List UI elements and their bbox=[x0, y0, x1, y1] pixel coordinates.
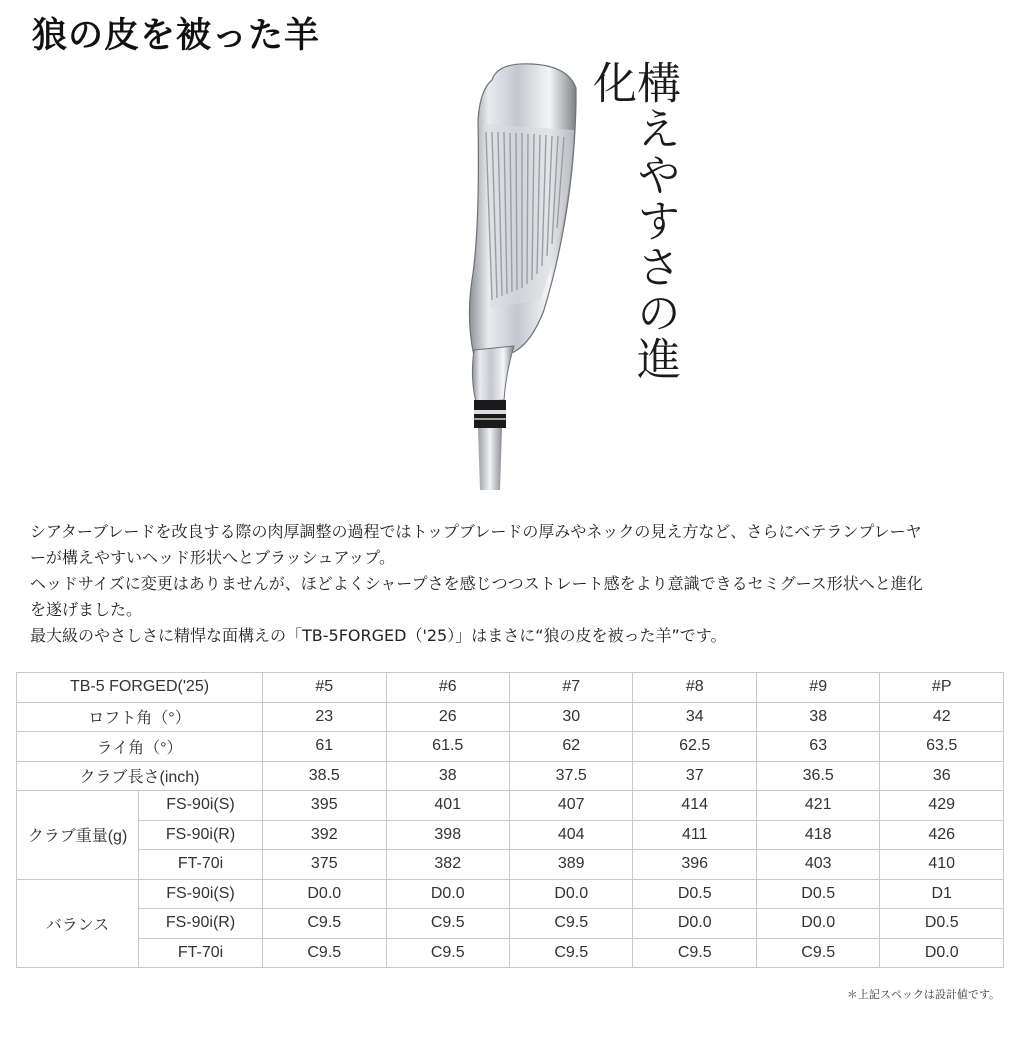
table-cell: 389 bbox=[509, 850, 632, 880]
table-cell: 30 bbox=[509, 702, 632, 732]
table-row-balance bbox=[17, 879, 1004, 909]
table-cell: 421 bbox=[756, 791, 879, 821]
row-label: ライ角（°） bbox=[17, 732, 263, 762]
shaft-name: FT-70i bbox=[139, 850, 263, 880]
table-cell: 61.5 bbox=[386, 732, 509, 762]
table-cell: 395 bbox=[263, 791, 386, 821]
table-cell: 38 bbox=[386, 761, 509, 791]
table-cell: 429 bbox=[880, 791, 1004, 821]
row-group-label: バランス bbox=[17, 879, 139, 968]
table-cell: 23 bbox=[263, 702, 386, 732]
shaft-name: FS-90i(S) bbox=[139, 791, 263, 821]
table-row-weight bbox=[17, 850, 1004, 880]
table-cell: 403 bbox=[756, 850, 879, 880]
table-row-weight bbox=[17, 791, 1004, 821]
table-cell: D0.5 bbox=[756, 879, 879, 909]
table-cell: 62 bbox=[509, 732, 632, 762]
table-cell: D0.0 bbox=[386, 879, 509, 909]
footnote: ＊上記スペックは設計値です。 bbox=[846, 988, 1000, 1001]
table-cell: 63 bbox=[756, 732, 879, 762]
table-cell: 407 bbox=[509, 791, 632, 821]
table-cell: D1 bbox=[880, 879, 1004, 909]
description-line: 最大級のやさしさに精悍な面構えの「TB-5FORGED（'25）」はまさに“狼の皮を被った羊”です。 bbox=[30, 626, 727, 645]
row-label: クラブ長さ(inch) bbox=[17, 761, 263, 791]
table-cell: 26 bbox=[386, 702, 509, 732]
table-cell: 392 bbox=[263, 820, 386, 850]
table-cell: 375 bbox=[263, 850, 386, 880]
table-cell: C9.5 bbox=[263, 909, 386, 939]
iron-club-head-image bbox=[440, 60, 610, 490]
page-title: 狼の皮を被った羊 bbox=[32, 16, 321, 56]
column-header: #8 bbox=[633, 673, 756, 703]
table-cell: D0.0 bbox=[263, 879, 386, 909]
description-line: を遂げました。 bbox=[30, 600, 143, 619]
table-cell: 398 bbox=[386, 820, 509, 850]
shaft-name: FS-90i(S) bbox=[139, 879, 263, 909]
column-header: #9 bbox=[756, 673, 879, 703]
table-row-balance bbox=[17, 938, 1004, 968]
table-cell: D0.0 bbox=[880, 938, 1004, 968]
table-cell: 37 bbox=[633, 761, 756, 791]
table-cell: 401 bbox=[386, 791, 509, 821]
table-cell: 414 bbox=[633, 791, 756, 821]
table-cell: D0.0 bbox=[756, 909, 879, 939]
row-group-label: クラブ重量(g) bbox=[17, 791, 139, 880]
table-cell: 62.5 bbox=[633, 732, 756, 762]
table-cell: D0.0 bbox=[509, 879, 632, 909]
table-cell: 410 bbox=[880, 850, 1004, 880]
description-line: ヘッドサイズに変更はありませんが、ほどよくシャープさを感じつつストレート感をより意識できるセミグース形状へと進化 bbox=[30, 574, 923, 593]
column-header: #P bbox=[880, 673, 1004, 703]
table-cell: C9.5 bbox=[756, 938, 879, 968]
table-cell: 36.5 bbox=[756, 761, 879, 791]
table-cell: D0.5 bbox=[880, 909, 1004, 939]
model-name-cell: TB-5 FORGED('25) bbox=[17, 673, 263, 703]
table-cell: C9.5 bbox=[263, 938, 386, 968]
description-line: ーが構えやすいヘッド形状へとブラッシュアップ。 bbox=[30, 548, 395, 567]
table-row-lie bbox=[17, 732, 1004, 762]
table-cell: 396 bbox=[633, 850, 756, 880]
table-cell: 63.5 bbox=[880, 732, 1004, 762]
description bbox=[30, 519, 1000, 649]
table-row-length bbox=[17, 761, 1004, 791]
table-cell: 38 bbox=[756, 702, 879, 732]
table-row-balance bbox=[17, 909, 1004, 939]
table-cell: 418 bbox=[756, 820, 879, 850]
table-cell: D0.0 bbox=[633, 909, 756, 939]
table-cell: C9.5 bbox=[509, 938, 632, 968]
table-cell: D0.5 bbox=[633, 879, 756, 909]
table-cell: 61 bbox=[263, 732, 386, 762]
table-cell: 382 bbox=[386, 850, 509, 880]
table-cell: C9.5 bbox=[386, 938, 509, 968]
column-header: #6 bbox=[386, 673, 509, 703]
table-cell: 411 bbox=[633, 820, 756, 850]
table-cell: 34 bbox=[633, 702, 756, 732]
column-header: #7 bbox=[509, 673, 632, 703]
table-row-loft bbox=[17, 702, 1004, 732]
shaft-name: FS-90i(R) bbox=[139, 909, 263, 939]
table-cell: 42 bbox=[880, 702, 1004, 732]
column-header: #5 bbox=[263, 673, 386, 703]
shaft-name: FS-90i(R) bbox=[139, 820, 263, 850]
table-cell: C9.5 bbox=[386, 909, 509, 939]
table-cell: 426 bbox=[880, 820, 1004, 850]
row-label: ロフト角（°） bbox=[17, 702, 263, 732]
table-cell: C9.5 bbox=[509, 909, 632, 939]
table-cell: 404 bbox=[509, 820, 632, 850]
shaft-name: FT-70i bbox=[139, 938, 263, 968]
table-cell: 36 bbox=[880, 761, 1004, 791]
table-cell: C9.5 bbox=[633, 938, 756, 968]
description-line: シアターブレードを改良する際の肉厚調整の過程ではトップブレードの厚みやネックの見え方など、さらにベテランプレーヤ bbox=[30, 522, 922, 541]
catch-copy: 構えやすさの進化 bbox=[585, 60, 680, 382]
table-row-weight bbox=[17, 820, 1004, 850]
table-cell: 38.5 bbox=[263, 761, 386, 791]
spec-table bbox=[16, 672, 1004, 968]
table-cell: 37.5 bbox=[509, 761, 632, 791]
table-header-row bbox=[17, 673, 1004, 703]
